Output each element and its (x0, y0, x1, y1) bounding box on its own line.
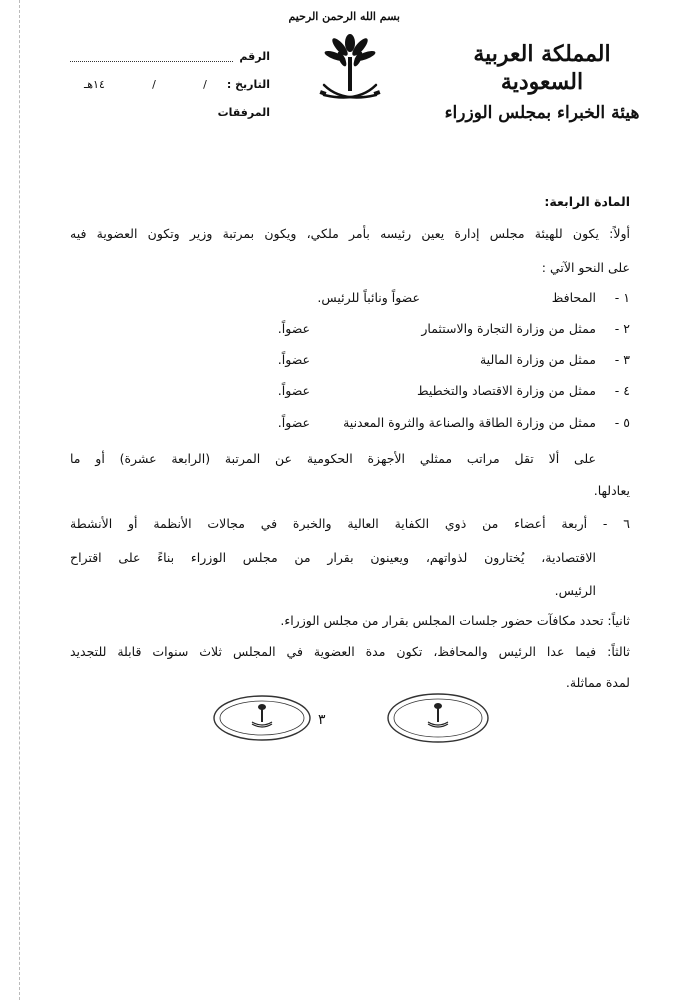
letterhead-org (432, 40, 652, 126)
org-name-line1: المملكة العربية السعودية (473, 41, 611, 95)
member-role: عضواً. (277, 321, 310, 336)
org-name-line2: هيئة الخبراء بمجلس الوزراء (444, 103, 640, 123)
official-seal-stamp (386, 692, 490, 744)
member-role: عضواً. (277, 383, 310, 398)
paragraph-first-line2: على النحو الآتي : (541, 260, 630, 275)
letterhead-emblem-block (288, 10, 400, 109)
member-number: ٢ - (614, 321, 630, 336)
member-number: ٥ - (614, 415, 630, 430)
member-role: عضواً. (277, 415, 310, 430)
member-number: ٣ - (614, 352, 630, 367)
member-role: عضواً ونائباً للرئيس. (317, 290, 420, 305)
condition-line2: يعادلها. (593, 483, 630, 498)
member-number: ٤ - (614, 383, 630, 398)
date-label: التاريخ : (226, 77, 270, 91)
attachments-row (70, 98, 270, 126)
letter-meta (70, 42, 270, 126)
paragraph-first-line1: أولاً: يكون للهيئة مجلس إدارة يعين رئيسه بأمر ملكي، ويكون بمرتبة وزير وتكون العضوية فيه (70, 226, 630, 241)
attachments-field-line (70, 107, 212, 117)
attachments-label: المرفقات (217, 105, 270, 119)
member-name: ممثل من وزارة المالية (479, 352, 596, 367)
member-item (70, 352, 630, 372)
item6-line1: ٦ - أربعة أعضاء من ذوي الكفاية العالية والخبرة في مجالات الأنظمة أو الأنشطة (70, 516, 630, 531)
member-role: عضواً. (277, 352, 310, 367)
item6-line3: الرئيس. (554, 583, 596, 598)
article-heading: المادة الرابعة: (544, 194, 630, 209)
member-item (70, 321, 630, 341)
date-separator: / (203, 77, 207, 91)
date-field (70, 78, 221, 91)
member-name: ممثل من وزارة التجارة والاستثمار (421, 321, 596, 336)
page-number: ٣ (318, 712, 326, 728)
item6-line2: الاقتصادية، يُختارون لذواتهم، ويعينون بقرار من مجلس الوزراء بناءً على اقتراح (70, 550, 596, 565)
scan-edge-line (19, 0, 21, 1000)
ref-field-line (70, 51, 233, 62)
member-number: ١ - (614, 290, 630, 305)
member-name: ممثل من وزارة الطاقة والصناعة والثروة المعدنية (343, 415, 596, 430)
condition-line1: على ألا تقل مراتب ممثلي الأجهزة الحكومية عن المرتبة (الرابعة عشرة) أو ما (70, 451, 596, 466)
member-item (70, 415, 630, 435)
official-seal-stamp (212, 694, 312, 742)
member-item (70, 383, 630, 403)
member-name: المحافظ (551, 290, 596, 305)
paragraph-second: ثانياً: تحدد مكافآت حضور جلسات المجلس بقرار من مجلس الوزراء. (280, 613, 630, 628)
date-separator: / (152, 77, 156, 91)
ref-row (70, 42, 270, 70)
palm-swords-emblem-icon (318, 29, 382, 109)
member-name: ممثل من وزارة الاقتصاد والتخطيط (416, 383, 596, 398)
basmala: بسم الله الرحمن الرحيم (288, 10, 400, 23)
date-row (70, 70, 270, 98)
paragraph-third-line2: لمدة مماثلة. (565, 675, 630, 690)
member-item (70, 290, 630, 310)
paragraph-third-line1: ثالثاً: فيما عدا الرئيس والمحافظ، تكون مدة العضوية في المجلس ثلاث سنوات قابلة للتجديد (70, 644, 630, 659)
hijri-year-suffix: ١٤هـ (84, 77, 105, 91)
ref-label: الرقم (239, 49, 270, 63)
